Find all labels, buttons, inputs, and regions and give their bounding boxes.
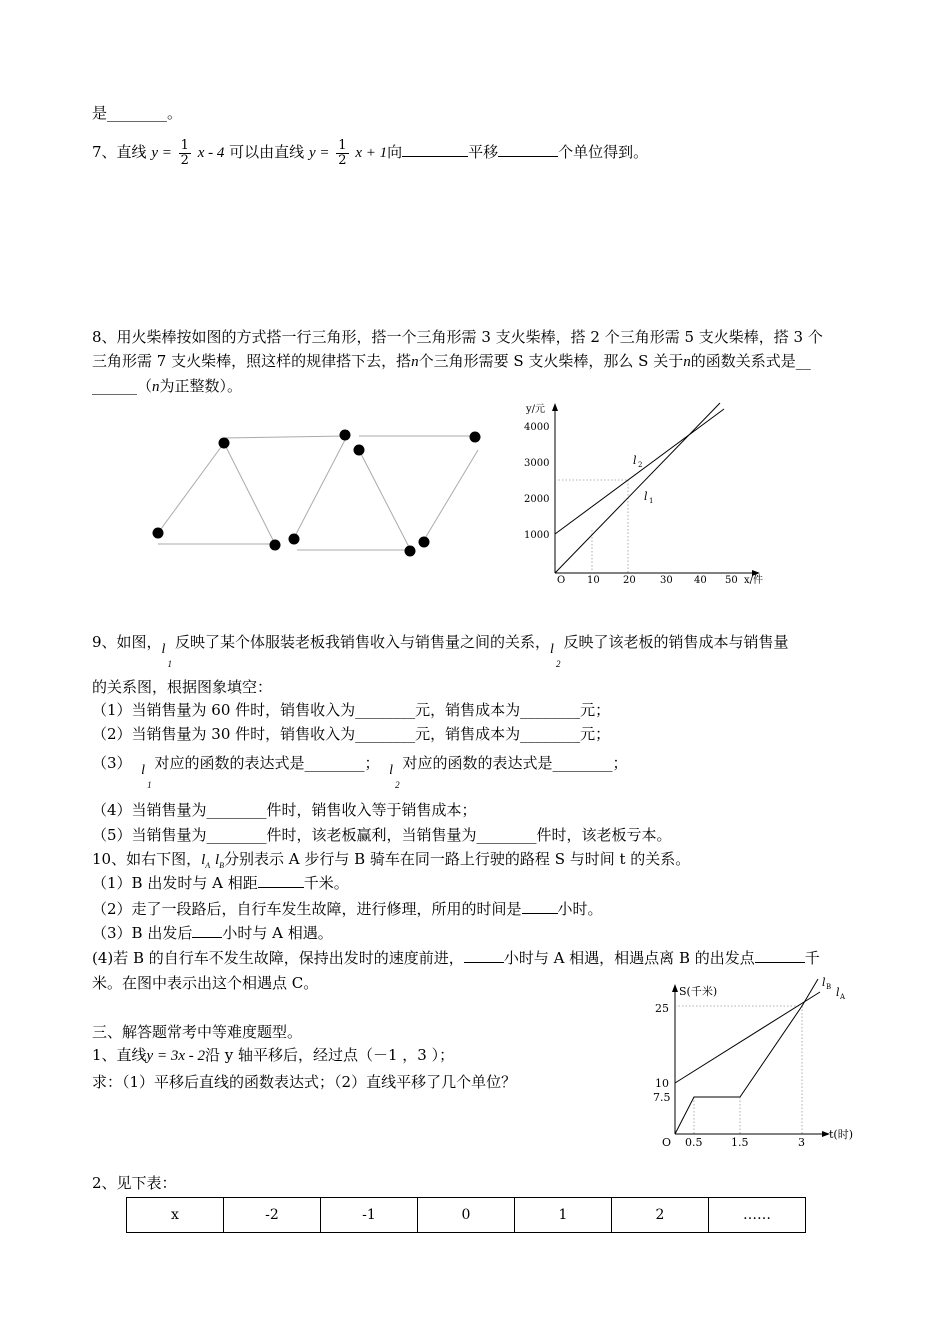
q10-p2-a: （2）走了一段路后，自行车发生故障，进行修理，所用的时间是 [92, 900, 522, 918]
x-tick: 40 [694, 575, 707, 586]
q7-mid: 可以由直线 [229, 143, 305, 161]
q10-line-1 [92, 849, 690, 876]
lb-sub: B [826, 983, 832, 991]
q9-p3-l1 [141, 756, 152, 790]
line-lb [675, 979, 818, 1134]
q10-part-4-cont: 米。在图中表示出这个相遇点 C。 [92, 974, 319, 992]
x-tick: 3 [798, 1136, 805, 1149]
x-axis-label: x/件 [744, 575, 764, 586]
match-head [470, 432, 481, 443]
q9-l1 [161, 632, 173, 669]
q10-blank-1[interactable] [258, 873, 304, 888]
x-tick: 10 [587, 575, 600, 586]
q7-tail-a: 向 [387, 143, 403, 161]
q7-eq2-num: 1 [338, 137, 347, 153]
y-tick: 10 [655, 1077, 669, 1090]
q9-l2 [550, 632, 561, 669]
y-axis-label: y/元 [526, 404, 546, 415]
q7-blank-2[interactable] [498, 142, 558, 157]
q8-line-3 [92, 376, 242, 397]
table-cell: 2 [612, 1198, 709, 1233]
q10-p4-b: 小时与 A 相遇，相遇点离 B 的出发点 [503, 949, 755, 967]
q7-tail-c: 个单位得到。 [558, 143, 649, 161]
origin-label: O [662, 1136, 672, 1149]
q9-line-1 [92, 624, 788, 668]
la-label: l [836, 986, 840, 999]
y-tick: 4000 [524, 422, 550, 433]
sec3-q2: 2、见下表： [92, 1174, 177, 1192]
q10-part-1 [92, 873, 349, 893]
x-tick: 20 [623, 575, 636, 586]
q10-lb [215, 852, 224, 868]
y-tick: 3000 [524, 458, 550, 469]
match-head [419, 537, 430, 548]
sec3-q1-line-1 [92, 1045, 454, 1066]
matchstick [359, 450, 410, 549]
q10-blank-2[interactable] [522, 899, 558, 914]
q7-blank-1[interactable] [402, 142, 468, 157]
q10-p3-b: 小时与 A 相遇。 [222, 924, 333, 942]
matchstick [424, 450, 478, 540]
origin-label: O [557, 575, 566, 586]
x-tick: 50 [725, 575, 738, 586]
q7-eq1-lhs: y = [151, 145, 172, 161]
q8-line2-a: 三角形需 7 支火柴棒，照这样的规律搭下去，搭 [92, 352, 412, 370]
table-cell: 0 [418, 1198, 515, 1233]
q10-a: 10、如右下图， [92, 850, 202, 868]
la-sub: A [840, 993, 846, 1001]
q10-p2-b: 小时。 [557, 900, 603, 918]
lb-label: l [822, 976, 826, 989]
y-axis-label: S(千米) [679, 985, 718, 998]
line-l2 [555, 409, 724, 534]
q8-n-1: n [411, 354, 419, 370]
q9-p3-b: 对应的函数的表达式是________； [154, 754, 380, 772]
q10-blank-4[interactable] [464, 948, 504, 963]
x-tick: 1.5 [731, 1136, 749, 1149]
table-cell: 1 [515, 1198, 612, 1233]
q10-blank-5[interactable] [755, 948, 805, 963]
q9-l1-sub: 1 [167, 659, 173, 669]
y-tick: 1000 [524, 530, 550, 541]
table-cell: -2 [224, 1198, 321, 1233]
match-head [270, 540, 281, 551]
q10-p3-a: （3）B 出发后 [92, 924, 193, 942]
q7-eq2-rhs: x + 1 [355, 145, 388, 161]
q10-b: 分别表示 A 步行与 B 骑车在同一路上行驶的路程 S 与时间 t 的关系。 [224, 850, 691, 868]
match-head [153, 528, 164, 539]
q7-eq2-lhs: y = [308, 145, 330, 161]
q9-c: 反映了该老板的销售成本与销售量 [563, 633, 789, 651]
q9-p3-l2 [389, 756, 400, 790]
values-table [126, 1197, 806, 1233]
q7-eq2-fraction [336, 139, 348, 168]
q7-eq1-num: 1 [180, 137, 189, 153]
matchstick [158, 443, 224, 533]
q9-part-4: （4）当销售量为________件时，销售收入等于销售成本； [92, 801, 477, 819]
q9-b: 反映了某个体服装老板我销售收入与销售量之间的关系， [174, 633, 550, 651]
q9-part-3 [92, 748, 628, 790]
q7-eq1-rhs: x - 4 [197, 145, 225, 161]
match-head [405, 546, 416, 557]
q9-p3-a: （3） [92, 754, 132, 772]
q8-line2-c: 的函数关系式是__ [690, 352, 811, 370]
q8-line3-b: 为正整数）。 [159, 377, 243, 395]
match-head [354, 445, 365, 456]
q10-part-2 [92, 899, 603, 919]
q10-p1-a: （1）B 出发时与 A 相距 [92, 874, 258, 892]
match-head [289, 534, 300, 545]
l1-sub: 1 [649, 497, 654, 505]
q9-p3-l2-sub: 2 [395, 780, 400, 790]
q8-line-1: 8、用火柴棒按如图的方式搭一行三角形，搭一个三角形需 3 支火柴棒，搭 2 个三角形需 5 支火柴棒，搭 3 个 [92, 328, 823, 346]
q9-part-5: （5）当销售量为________件时，该老板赢利，当销售量为________件时，该老板亏本。 [92, 826, 672, 844]
q10-lb-letter: l [214, 852, 220, 868]
q10-blank-3[interactable] [192, 923, 222, 938]
q8-n-2: n [683, 354, 691, 370]
y-axis-arrow [672, 984, 678, 992]
y-tick: 7.5 [653, 1091, 671, 1104]
q9-part-1: （1）当销售量为 60 件时，销售收入为________元，销售成本为________元； [92, 701, 611, 719]
table-row [127, 1198, 806, 1233]
y-tick: 25 [655, 1002, 669, 1015]
q9-p3-c: 对应的函数的表达式是________； [402, 754, 628, 772]
matchstick [224, 443, 275, 544]
sec3-q1-b: 沿 y 轴平移后，经过点（－1 ，3 ）； [204, 1046, 455, 1064]
q10-part-3 [92, 923, 333, 943]
table-cell: -1 [321, 1198, 418, 1233]
q8-line3-a: ______（ [92, 377, 153, 395]
matchstick [224, 436, 345, 438]
y-axis-arrow [552, 403, 558, 411]
q10-p1-b: 千米。 [303, 874, 349, 892]
q9-line-2: 的关系图，根据图象填空： [92, 678, 273, 696]
top-line: 是________。 [92, 104, 183, 122]
q10-part-4 [92, 948, 820, 968]
table-cell: x [127, 1198, 224, 1233]
sec3-q1-eq: y = 3x - 2 [146, 1048, 205, 1064]
matchstick-figure [140, 420, 500, 570]
sec3-q1-a: 1、直线 [92, 1046, 147, 1064]
q9-l1-letter: l [161, 642, 166, 657]
q10-p4-a: (4)若 B 的自行车不发生故障，保持出发时的速度前进， [92, 949, 464, 967]
x-tick: 30 [660, 575, 673, 586]
q10-lb-sub: B [219, 861, 224, 870]
q7-eq1-den: 2 [180, 152, 189, 168]
y-tick: 2000 [524, 494, 550, 505]
q7-eq2-den: 2 [338, 152, 347, 168]
match-head [340, 430, 351, 441]
x-axis-label: t(时) [829, 1128, 854, 1141]
q9-l2-letter: l [550, 642, 554, 657]
q7-prefix: 7、直线 [92, 143, 147, 161]
q8-line2-b: 个三角形需要 S 支火柴棒，那么 S 关于 [418, 352, 684, 370]
q9-l2-sub: 2 [556, 659, 561, 669]
q7-eq1-fraction [179, 139, 191, 168]
q9-a: 9、如图， [92, 633, 162, 651]
q7-tail-b: 平移 [468, 143, 499, 161]
q8-n-3: n [152, 379, 160, 395]
q10-la-letter: l [201, 852, 206, 868]
table-cell: …… [709, 1198, 806, 1233]
q9-p3-l1-sub: 1 [147, 780, 152, 790]
l2-sub: 2 [638, 461, 643, 469]
line-l1 [555, 403, 720, 573]
section-3-title: 三、解答题常考中等难度题型。 [92, 1023, 303, 1041]
q10-la [201, 852, 210, 868]
q10-la-sub: A [205, 861, 211, 870]
sec3-q1-line-2: 求：（1）平移后直线的函数表达式；（2）直线平移了几个单位？ [92, 1073, 517, 1091]
q9-p3-l1-letter: l [141, 763, 145, 778]
matchstick [294, 438, 346, 538]
q9-part-2: （2）当销售量为 30 件时，销售收入为________元，销售成本为________元； [92, 725, 611, 743]
question-7 [92, 132, 648, 173]
match-head [219, 438, 230, 449]
q10-p4-c: 千 [804, 949, 820, 967]
distance-time-graph [645, 975, 865, 1150]
sales-graph [520, 400, 780, 590]
x-tick: 0.5 [685, 1136, 703, 1149]
q8-line-2 [92, 351, 811, 372]
l2-label: l [633, 454, 637, 467]
q9-p3-l2-letter: l [389, 763, 393, 778]
l1-label: l [644, 490, 648, 503]
